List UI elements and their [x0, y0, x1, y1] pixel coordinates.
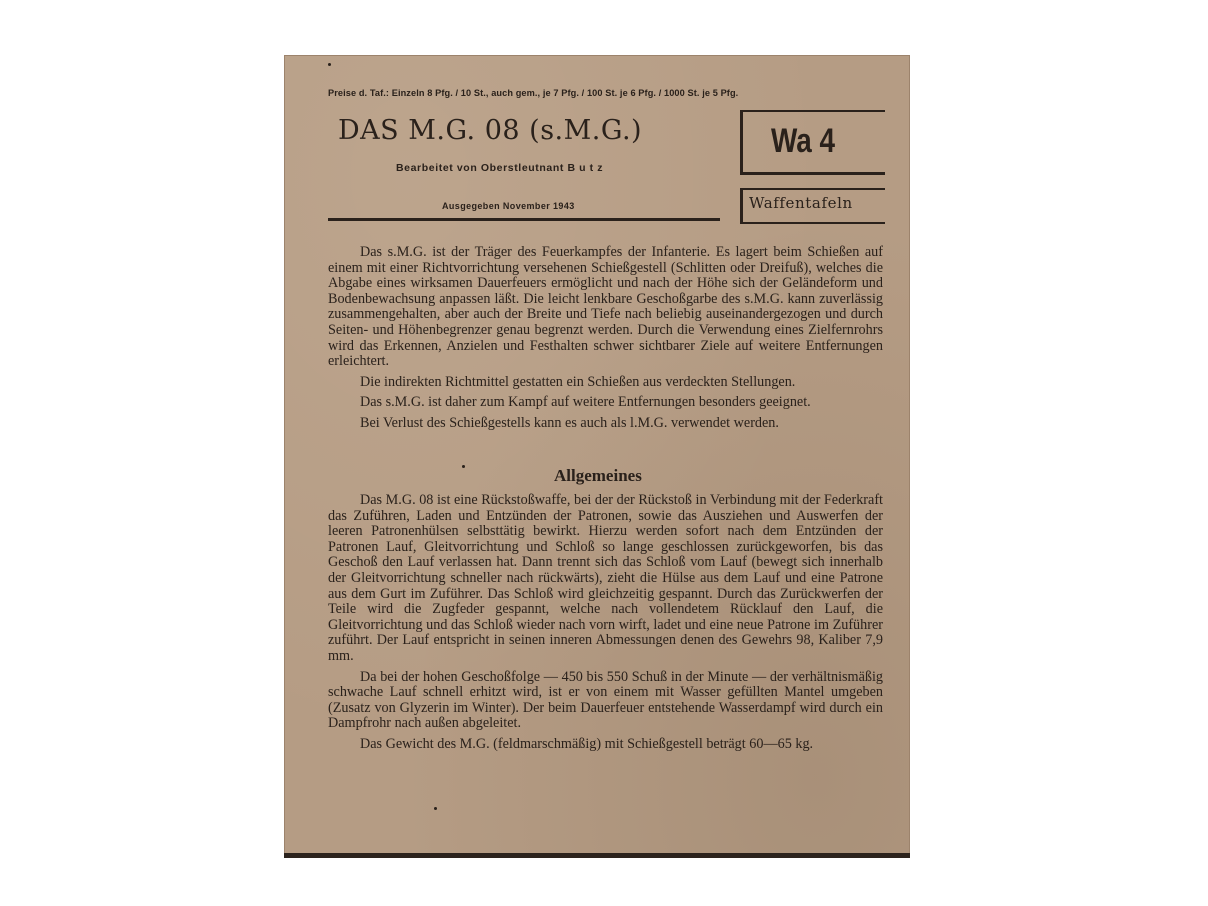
price-line: Preise d. Taf.: Einzeln 8 Pfg. / 10 St., auch gem., je 7 Pfg. / 100 St. je 6 Pfg. / 1000 St. je 5 Pfg. — [328, 88, 739, 98]
paragraph: Das s.M.G. ist der Träger des Feuerkampfes der Infanterie. Es lagert beim Schießen auf einem mit einer Richtvorrichtung versehenen Schießgestell (Schlitten oder Dreifuß), welches die Abgabe eines wirksamen Dauerfeuers ermöglicht und nach der Höhe sich der Geländeform und Bodenbewachsung anpassen läßt. Die leicht lenkbare Geschoßgarbe des s.M.G. kann zuverlässig zusammengehalten, aber auch der Breite und Tiefe nach beliebig auseinandergezogen und durch Seiten- und Höhenbegrenzer genau begrenzt werden. Durch die Verwendung eines Zielfernrohrs wird das Erkennen, Anzielen und Festhalten schwer sichtbarer Ziele auf weitere Entfernungen erleichtert. — [328, 244, 883, 370]
paragraph: Das M.G. 08 ist eine Rückstoßwaffe, bei der der Rückstoß in Verbindung mit der Federkraft das Zuführen, Laden und Entzünden der Patronen, sowie das Ausziehen und Auswerfen der leeren Patronenhülsen selbsttätig bewirkt. Hierzu werden sofort nach dem Entzünden der Patronen Lauf, Gleitvorrichtung und Schloß so lange geschlossen zurückgeworfen, bis das Geschoß den Lauf verlassen hat. Dann trennt sich das Schloß vom Lauf (bewegt sich innerhalb der Gleitvorrichtung schneller nach rückwärts), zieht die Hülse aus dem Lauf und eine Patrone aus dem Gurt im Zuführer. Das Schloß wird gleichzeitig gespannt. Durch das Zurückwerfen der Teile wird die Zugfeder gespannt, welche nach vollendetem Rücklauf den Lauf, die Gleitvorrichtung und das Schloß wieder nach vorn wirft, ladet und eine neue Patrone im Zuführer zuführt. Der Lauf entspricht in seinen inneren Abmessungen denen des Gewehrs 98, Kaliber 7,9 mm. — [328, 492, 883, 664]
section-text — [328, 493, 883, 758]
author-line: Bearbeitet von Oberstleutnant B u t z — [396, 162, 604, 174]
document-title: DAS M.G. 08 (s.M.G.) — [338, 115, 643, 146]
paper-speck — [328, 63, 331, 66]
paper-speck — [462, 465, 465, 468]
paragraph: Bei Verlust des Schießgestells kann es auch als l.M.G. verwendet werden. — [360, 414, 779, 431]
paragraph: Das s.M.G. ist daher zum Kampf auf weitere Entfernungen besonders geeignet. — [360, 394, 811, 411]
header-rule — [328, 218, 720, 221]
paragraph: Die indirekten Richtmittel gestatten ein Schießen aus verdeckten Stellungen. — [360, 373, 796, 390]
series-label: Waffentafeln — [749, 194, 853, 212]
series-box — [740, 188, 885, 224]
issue-date: Ausgegeben November 1943 — [442, 201, 575, 211]
section-heading: Allgemeines — [554, 466, 642, 485]
plate-code: Wa 4 — [771, 122, 836, 160]
sheet-bottom-edge — [284, 853, 910, 858]
paragraph: Da bei der hohen Geschoßfolge — 450 bis 550 Schuß in der Minute — der verhältnismäßig schwache Lauf schnell erhitzt wird, ist er von einem mit Wasser gefüllten Mantel umgeben (Zusatz von Glyzerin im Winter). Der beim Dauerfeuer entstehende Wasserdampf wird durch ein Dampfrohr nach außen abgeleitet. — [328, 668, 883, 732]
document-sheet — [284, 55, 910, 858]
intro-text — [328, 245, 883, 437]
paper-speck — [434, 807, 437, 810]
plate-code-box — [740, 110, 885, 175]
paragraph: Das Gewicht des M.G. (feldmarschmäßig) mit Schießgestell beträgt 60—65 kg. — [360, 735, 814, 752]
